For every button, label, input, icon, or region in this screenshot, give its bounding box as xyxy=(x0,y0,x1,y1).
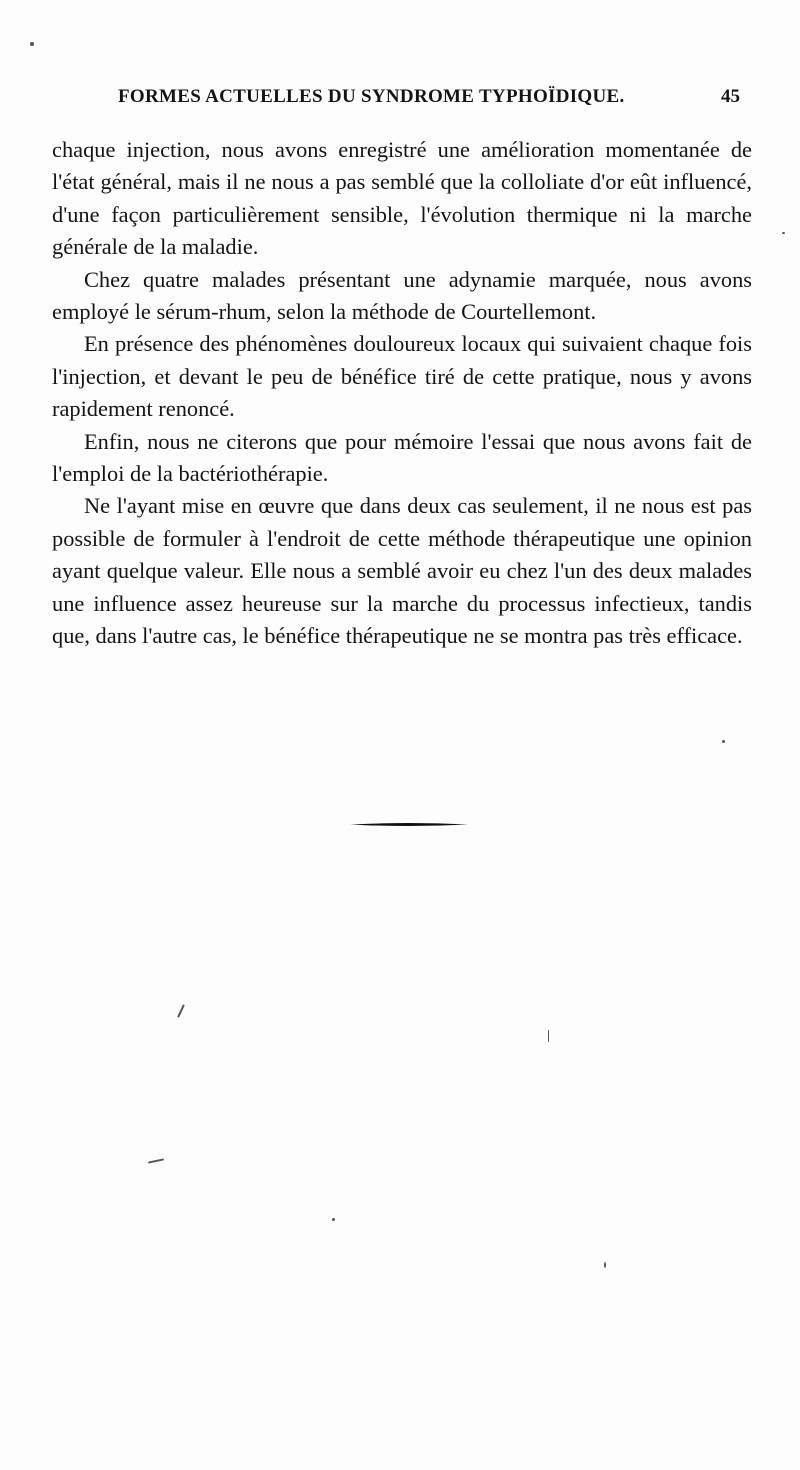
ink-speck xyxy=(722,740,725,743)
paragraph: Enfin, nous ne citerons que pour mémoire l'essai que nous avons fait de l'emploi de la bactériothérapie. xyxy=(52,428,752,487)
ink-speck xyxy=(604,1262,606,1268)
paragraph: chaque injection, nous avons enregistré une amélioration momentanée de l'état général, mais il ne nous a pas semblé que la colloliate d'or eût influencé, d'une façon particulièrement sensible, l'évolution thermique ni la marche générale de la maladie. xyxy=(52,137,752,260)
ink-speck xyxy=(548,1030,549,1042)
ink-speck xyxy=(148,1158,164,1163)
paragraph: En présence des phénomènes douloureux locaux qui suivaient chaque fois l'injection, et devant le peu de bénéfice tiré de cette pratique, nous y avons rapidement renoncé. xyxy=(52,331,752,422)
running-title: FORMES ACTUELLES DU SYNDROME TYPHOÏDIQUE. xyxy=(118,86,625,107)
ink-speck xyxy=(332,1218,335,1221)
page-header xyxy=(118,86,768,118)
paragraph: Ne l'ayant mise en œuvre que dans deux cas seulement, il ne nous est pas possible de formuler à l'endroit de cette méthode thérapeutique une opinion ayant quelque valeur. Elle nous a semblé avoir eu chez l'un des deux malades une influence assez heureuse sur la marche du processus infectieux, tandis que, dans l'autre cas, le bénéfice thérapeutique ne se montra pas très efficace. xyxy=(52,493,752,649)
section-end-rule xyxy=(350,822,468,827)
ink-speck xyxy=(782,232,785,234)
paragraph: Chez quatre malades présentant une adynamie marquée, nous avons employé le sérum-rhum, selon la méthode de Courtellemont. xyxy=(52,266,752,325)
ink-speck xyxy=(30,42,34,46)
body-text xyxy=(52,134,752,653)
ink-speck xyxy=(177,1004,185,1018)
page-number: 45 xyxy=(721,86,740,107)
